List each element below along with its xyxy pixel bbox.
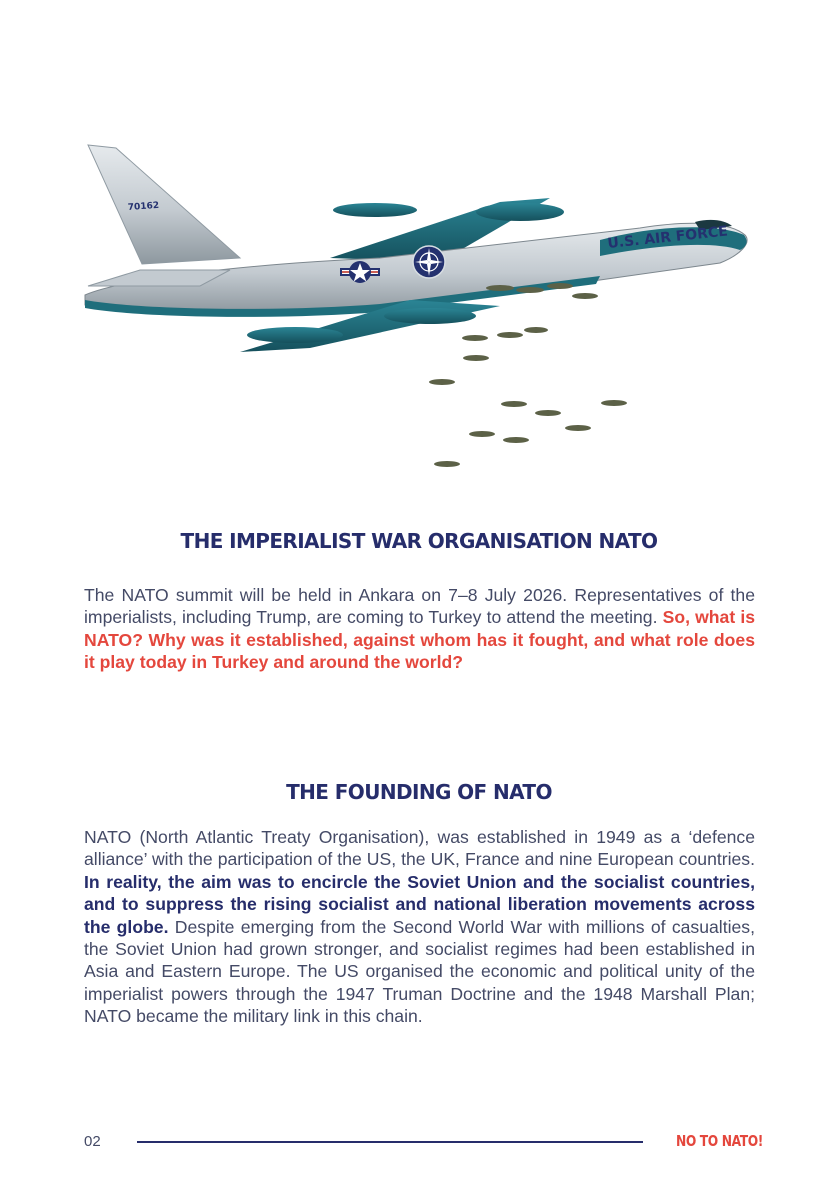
footer-tagline: NO TO NATO! — [676, 1132, 763, 1150]
section2-text-bold: In reality, the aim was to encircle the Soviet Union and the socialist countries, and to suppress the rising socialist and national liberation movements across the globe. — [84, 871, 755, 937]
section-heading-imperialist-war-organisation: THE IMPERIALIST WAR ORGANISATION NATO — [180, 529, 658, 553]
near-engine-2 — [384, 308, 476, 324]
tail-number: 70162 — [127, 200, 160, 213]
footer-divider — [137, 1141, 643, 1143]
section1-text-plain: The NATO summit will be held in Ankara on 7–8 July 2026. Representatives of the imperialists, including Trump, are coming to Turkey to attend the meeting. — [84, 585, 755, 628]
far-engine-1 — [333, 203, 417, 217]
section2-paragraph — [84, 826, 755, 1028]
far-engine-2 — [476, 203, 564, 221]
nato-emblem — [413, 246, 445, 278]
fuselage-lettering: U.S. AIR FORCE — [606, 223, 729, 252]
section2-text-plain-2: Despite emerging from the Second World War with millions of casualties, the Soviet Union had grown stronger, and socialist regimes had been established in Asia and Eastern Europe. The US organised the economic and political unity of the imperialist powers through the 1947 Truman Doctrine and the 1948 Marshall Plan; NATO became the military link in this chain. — [84, 916, 755, 1027]
section1-text-highlight: So, what is NATO? Why was it established, against whom has it fought, and what role does it play today in Turkey and around the world? — [84, 607, 755, 673]
section1-paragraph — [84, 584, 755, 674]
near-engine-1 — [247, 327, 343, 343]
falling-bombs — [429, 327, 627, 467]
section-heading-founding-of-nato: THE FOUNDING OF NATO — [286, 780, 552, 804]
page-number: 02 — [84, 1133, 101, 1150]
section2-text-plain-1: NATO (North Atlantic Treaty Organisation), was established in 1949 as a ‘defence alliance’ with the participation of the US, the UK, France and nine European countries. — [84, 827, 755, 870]
tail-fin — [88, 145, 240, 264]
bomber-plane-illustration — [80, 140, 760, 480]
